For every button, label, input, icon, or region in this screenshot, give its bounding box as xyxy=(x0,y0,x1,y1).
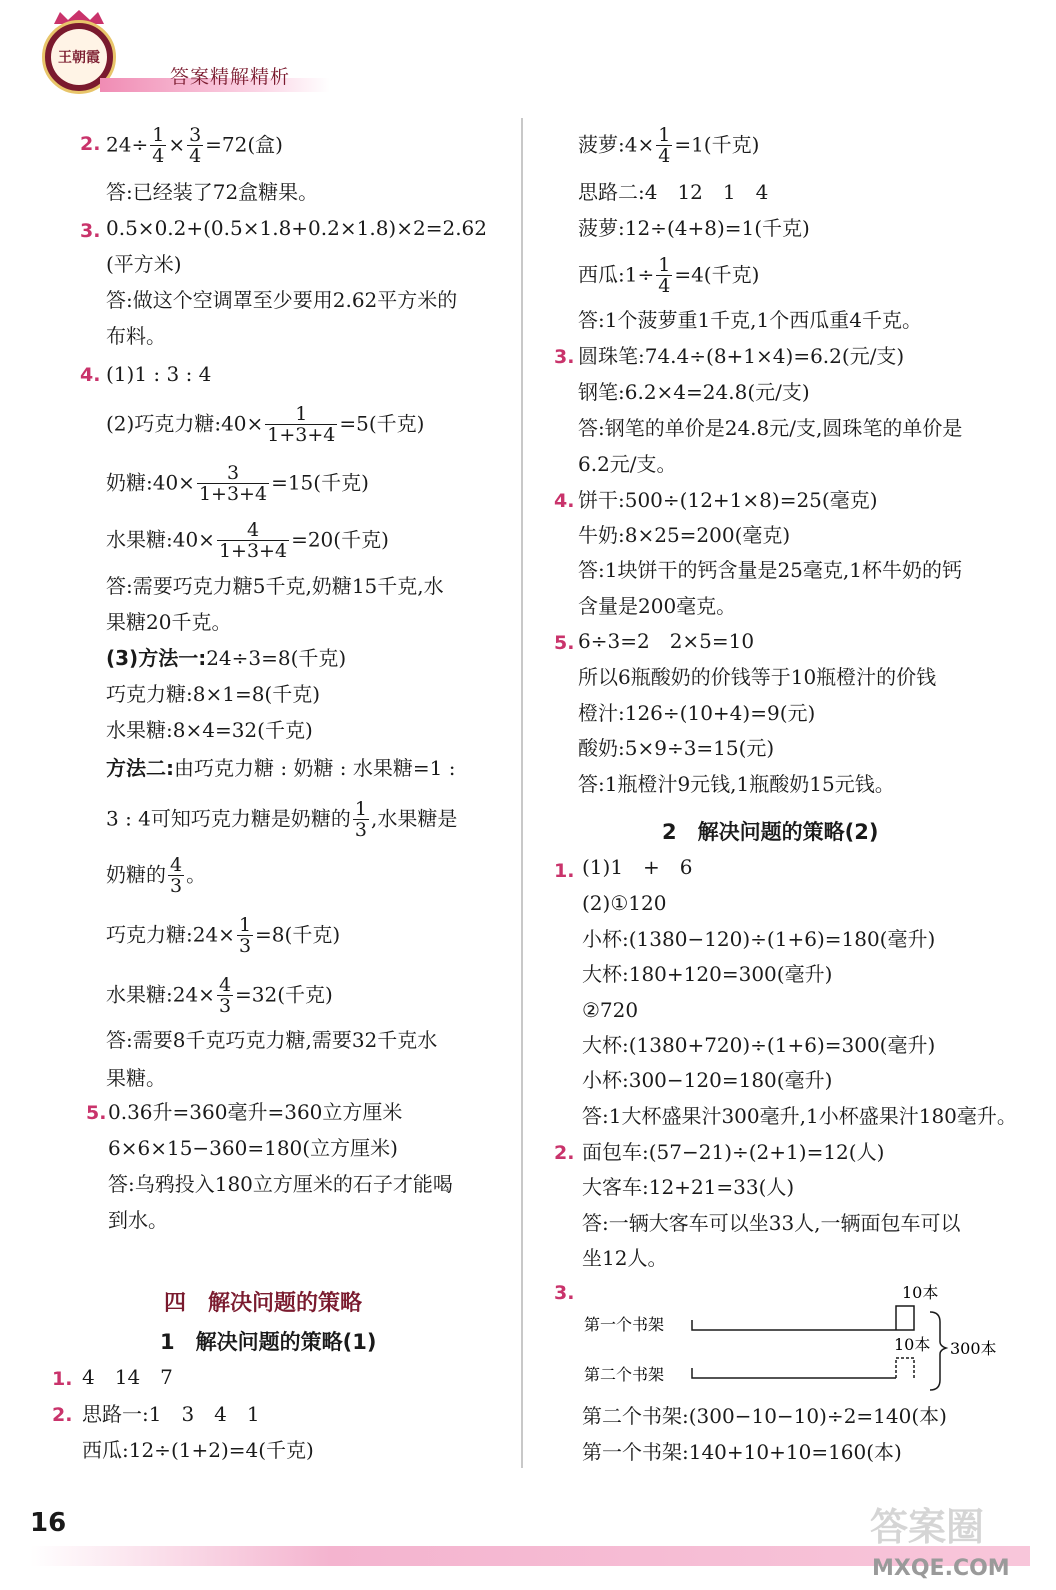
page-header xyxy=(30,10,330,110)
answer-text: 答:一辆大客车可以坐33人,一辆面包车可以 xyxy=(582,1211,961,1235)
text-line: (3)方法一:24÷3=8(千克) xyxy=(106,646,347,670)
header-title: 答案精解精析 xyxy=(170,66,291,88)
question-number: 1. xyxy=(554,860,575,882)
equation-line: 奶糖:40× $\frac{3}{1+3+4}$ =15(千克) xyxy=(106,462,369,505)
text-line: 所以6瓶酸奶的价钱等于10瓶橙汁的价钱 xyxy=(578,665,937,689)
fraction: $\frac{4}{1+3+4}$ xyxy=(218,519,288,562)
brand-logo-text: 王朝霞 xyxy=(51,29,107,85)
answer-text: 果糖20千克。 xyxy=(106,610,232,634)
equation-line: 菠萝:12÷(4+8)=1(千克) xyxy=(578,216,810,240)
answer-text: 布料。 xyxy=(106,324,166,348)
equation-line: 第一个书架:140+10+10=160(本) xyxy=(582,1440,902,1464)
text-line: 思路一:1 3 4 1 xyxy=(82,1402,260,1426)
answer-text: 答:需要巧克力糖5千克,奶糖15千克,水 xyxy=(106,574,444,598)
question-number: 2. xyxy=(80,133,101,155)
text-line: 巧克力糖:8×1=8(千克) xyxy=(106,682,321,706)
fraction: $\frac{1}{1+3+4}$ xyxy=(267,403,336,446)
answer-text: 答:做这个空调罩至少要用2.62平方米的 xyxy=(106,288,458,312)
text-line: 方法二:由巧克力糖 : 奶糖 : 水果糖=1 : xyxy=(106,756,456,780)
equation-line: 小杯:(1380−120)÷(1+6)=180(毫升) xyxy=(582,927,936,951)
brace xyxy=(930,1312,946,1390)
section-title: 四 解决问题的策略 xyxy=(164,1291,363,1316)
equation-line: 牛奶:8×25=200(毫克) xyxy=(578,523,791,547)
equation-line: 第二个书架:(300−10−10)÷2=140(本) xyxy=(582,1404,947,1428)
answer-text: 答:1个菠萝重1千克,1个西瓜重4千克。 xyxy=(578,308,922,332)
question-number: 4. xyxy=(554,490,575,512)
equation-line: 酸奶:5×9÷3=15(元) xyxy=(578,736,775,760)
fraction: $\frac{1}{4}$ xyxy=(658,124,671,167)
question-number: 5. xyxy=(554,632,575,654)
equation-line: 24÷ $\frac{1}{4}$ × $\frac{3}{4}$ =72(盒) xyxy=(106,124,283,167)
text-line: 3 : 4可知巧克力糖是奶糖的 $\frac{1}{3}$ ,水果糖是 xyxy=(106,798,458,841)
question-number: 3. xyxy=(554,1282,575,1304)
answer-text: 答:已经装了72盒糖果。 xyxy=(106,180,319,204)
fraction: $\frac{1}{3}$ xyxy=(238,914,252,957)
equation-line: 西瓜:1÷ $\frac{1}{4}$ =4(千克) xyxy=(578,254,760,297)
question-number: 1. xyxy=(52,1368,73,1390)
fraction: $\frac{3}{4}$ xyxy=(189,124,202,167)
subsection-title: 1 解决问题的策略(1) xyxy=(160,1330,377,1354)
question-number: 3. xyxy=(80,220,101,242)
answer-text: 6.2元/支。 xyxy=(578,452,677,476)
answer-text: 答:乌鸦投入180立方厘米的石子才能喝 xyxy=(108,1172,453,1196)
text-line: (1)1 + 6 xyxy=(582,855,693,879)
fraction: $\frac{3}{1+3+4}$ xyxy=(198,462,268,505)
equation-line: 巧克力糖:24× $\frac{1}{3}$ =8(千克) xyxy=(106,914,341,957)
equation-line: 大客车:12+21=33(人) xyxy=(582,1175,795,1199)
question-number: 3. xyxy=(554,346,575,368)
equation-line: 水果糖:40× $\frac{4}{1+3+4}$ =20(千克) xyxy=(106,519,389,562)
page-number: 16 xyxy=(30,1508,67,1538)
equation-line: 西瓜:12÷(1+2)=4(千克) xyxy=(82,1438,314,1462)
text-line: (1)1 : 3 : 4 xyxy=(106,362,212,386)
equation-line: 圆珠笔:74.4÷(8+1×4)=6.2(元/支) xyxy=(578,344,905,368)
total-label: 300本 xyxy=(950,1339,997,1358)
shelf2-bar xyxy=(692,1358,914,1378)
fraction: $\frac{4}{3}$ xyxy=(218,974,232,1017)
question-number: 4. xyxy=(80,364,101,386)
equation-line: 6÷3=2 2×5=10 xyxy=(578,629,755,653)
equation-line: 0.5×0.2+(0.5×1.8+0.2×1.8)×2=2.62 xyxy=(106,216,488,240)
column-divider xyxy=(521,118,523,1468)
text-line: 奶糖的 $\frac{4}{3}$ 。 xyxy=(106,854,207,897)
question-number: 2. xyxy=(554,1142,575,1164)
equation-line: 0.36升=360毫升=360立方厘米 xyxy=(108,1100,403,1124)
watermark-logo-text: 答案圈 xyxy=(870,1505,985,1549)
equation-line: (2)巧克力糖:40× $\frac{1}{1+3+4}$ =5(千克) xyxy=(106,403,425,446)
equation-line: 面包车:(57−21)÷(2+1)=12(人) xyxy=(582,1140,885,1164)
answer-text: 含量是200毫克。 xyxy=(578,594,737,618)
equation-line: 菠萝:4× $\frac{1}{4}$ =1(千克) xyxy=(578,124,760,167)
answer-text: 到水。 xyxy=(108,1208,168,1232)
equation-line: 橙汁:126÷(10+4)=9(元) xyxy=(578,701,816,725)
mid-label: 10本 xyxy=(894,1335,931,1354)
question-number: 2. xyxy=(52,1404,73,1426)
question-number: 5. xyxy=(86,1102,107,1124)
top-label: 10本 xyxy=(902,1283,939,1302)
fraction: $\frac{1}{4}$ xyxy=(152,124,165,167)
answer-text: 答:1块饼干的钙含量是25毫克,1杯牛奶的钙 xyxy=(578,558,962,582)
equation-line: 大杯:(1380+720)÷(1+6)=300(毫升) xyxy=(582,1033,936,1057)
answer-text: 坐12人。 xyxy=(582,1246,668,1270)
fraction: $\frac{4}{3}$ xyxy=(170,854,183,897)
answer-text: 答:钢笔的单价是24.8元/支,圆珠笔的单价是 xyxy=(578,416,963,440)
subsection-title: 2 解决问题的策略(2) xyxy=(662,820,879,844)
answer-text: 果糖。 xyxy=(106,1066,166,1090)
equation-line: 小杯:300−120=180(毫升) xyxy=(582,1068,833,1092)
equation-line: 水果糖:24× $\frac{4}{3}$ =32(千克) xyxy=(106,974,333,1017)
equation-line: 6×6×15−360=180(立方厘米) xyxy=(108,1136,398,1160)
text-line: 思路二:4 12 1 4 xyxy=(578,180,769,204)
watermark-text: MXQE.COM xyxy=(872,1556,1010,1581)
text-line: ②720 xyxy=(582,998,639,1022)
text-line: (平方米) xyxy=(106,252,182,276)
shelf1-label: 第一个书架 xyxy=(584,1315,665,1334)
equation-line: 大杯:180+120=300(毫升) xyxy=(582,962,833,986)
equation-line: 钢笔:6.2×4=24.8(元/支) xyxy=(578,380,810,404)
shelf1-bar xyxy=(692,1306,914,1330)
text-line: (2)①120 xyxy=(582,891,667,915)
shelf2-label: 第二个书架 xyxy=(584,1365,665,1384)
answer-text: 答:1大杯盛果汁300毫升,1小杯盛果汁180毫升。 xyxy=(582,1104,1017,1128)
answer-text: 答:需要8千克巧克力糖,需要32千克水 xyxy=(106,1028,438,1052)
equation-line: 饼干:500÷(12+1×8)=25(毫克) xyxy=(578,488,878,512)
text-line: 4 14 7 xyxy=(82,1365,173,1389)
fraction: $\frac{1}{4}$ xyxy=(658,254,671,297)
fraction: $\frac{1}{3}$ xyxy=(354,798,367,841)
text-line: 水果糖:8×4=32(千克) xyxy=(106,718,313,742)
answer-text: 答:1瓶橙汁9元钱,1瓶酸奶15元钱。 xyxy=(578,772,895,796)
bookshelf-diagram xyxy=(580,1282,1020,1402)
